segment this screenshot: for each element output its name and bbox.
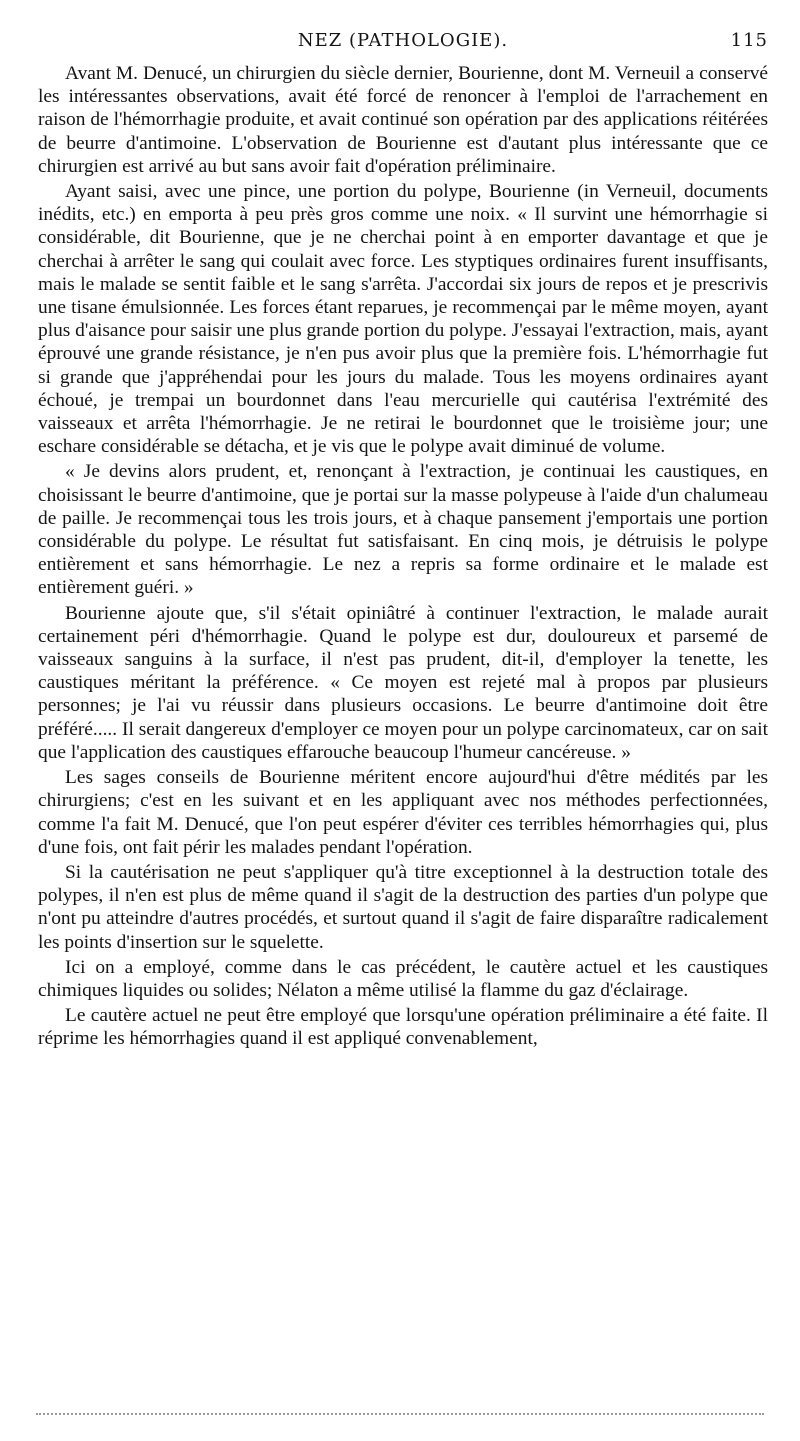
paragraph: Ayant saisi, avec une pince, une portion du polype, Bourienne (in Verneuil, documents inédits, etc.) en emporta à peu près gros comme une noix. « Il survint une hémorrhagie si considérable, dit Bourienne, que je ne cherchai point à en emporter davantage et que je cherchai à arrêter le sang qui coulait avec force. Les styptiques ordinaires furent insuffisants, mais le malade se sentit faible et le sang s'arrêta. J'accordai six jours de repos et je prescrivis une tisane émulsionnée. Les forces étant reparues, je recommençai par le même moyen, ayant plus d'aisance pour saisir une plus grande portion du polype. J'essayai l'extraction, mais, ayant éprouvé une grande résistance, je n'en pus avoir plus que la première fois. L'hémorrhagie fut si grande que j'appréhendai pour les jours du malade. Tous les moyens ordinaires ayant échoué, je trempai un bourdonnet dans l'eau mercurielle qui cautérisa l'extrémité des vaisseaux et arrêta l'hémorrhagie. Je ne retirai le bourdonnet que le troisième jour; une eschare considérable se détacha, et je vis que le polype avait diminué de volume.	[38, 181, 768, 458]
paragraph: Avant M. Denucé, un chirurgien du siècle dernier, Bourienne, dont M. Verneuil a conservé les intéressantes observations, avait été forcé de renoncer à l'emploi de l'arrachement en raison de l'hémorrhagie produite, et avait continué son opération par des applications réitérées de beurre d'antimoine. L'observation de Bourienne est d'autant plus intéressante que ce chirurgien est arrivé au but sans avoir fait d'opération préliminaire.	[38, 63, 768, 177]
paragraph: « Je devins alors prudent, et, renonçant à l'extraction, je continuai les caustiques, en choisissant le beurre d'antimoine, que je portai sur la masse polypeuse à l'aide d'un chalumeau de paille. Je recommençai tous les trois jours, et à chaque pansement j'emportais une portion considérable du polype. Le résultat fut satisfaisant. En cinq mois, je détruisis le polype entièrement et sans hémorrhagie. Le nez a repris sa forme ordinaire et le malade est entièrement guéri. »	[38, 461, 768, 599]
running-title: NEZ (PATHOLOGIE).	[297, 30, 509, 51]
paragraph: Si la cautérisation ne peut s'appliquer qu'à titre exceptionnel à la destruction totale des polypes, il n'en est plus de même quand il s'agit de la destruction des parties d'un polype que n'ont pu atteindre d'autres procédés, et surtout quand il s'agit de faire disparaître radicalement les points d'insertion sur le squelette.	[38, 861, 768, 953]
paragraph: Ici on a employé, comme dans le cas précédent, le cautère actuel et les caustiques chimiques liquides ou solides; Nélaton a même utilisé la flamme du gaz d'éclairage.	[38, 956, 768, 1001]
paragraph: Les sages conseils de Bourienne méritent encore aujourd'hui d'être médités par les chirurgiens; c'est en les suivant et en les appliquant avec nos méthodes perfectionnées, comme l'a fait M. Denucé, que l'on peut espérer d'éviter ces terribles hémorrhagies qui, plus d'une fois, ont fait périr les malades pendant l'opération.	[38, 767, 768, 858]
running-head	[38, 30, 768, 56]
paragraph: Le cautère actuel ne peut être employé que lorsqu'une opération préliminaire a été faite. Il réprime les hémorrhagies quand il est appliqué convenablement,	[38, 1005, 768, 1050]
body-text	[38, 62, 768, 1051]
book-page	[38, 30, 768, 1051]
paragraph: Bourienne ajoute que, s'il s'était opiniâtré à continuer l'extraction, le malade aurait certainement péri d'hémorrhagie. Quand le polype est dur, douloureux et parsemé de vaisseaux sanguins à la surface, il n'est pas prudent, dit-il, d'employer la tenette, les caustiques méritant la préférence. « Ce moyen est rejeté mal à propos par plusieurs personnes; je l'ai vu réussir dans plusieurs occasions. Le beurre d'antimoine doit être préféré..... Il serait dangereux d'employer ce moyen pour un polype carcinomateux, car on sait que l'application des caustiques effarouche beaucoup l'humeur cancéreuse. »	[38, 602, 768, 763]
page-number: 115	[730, 30, 768, 51]
bottom-divider	[36, 1413, 764, 1415]
